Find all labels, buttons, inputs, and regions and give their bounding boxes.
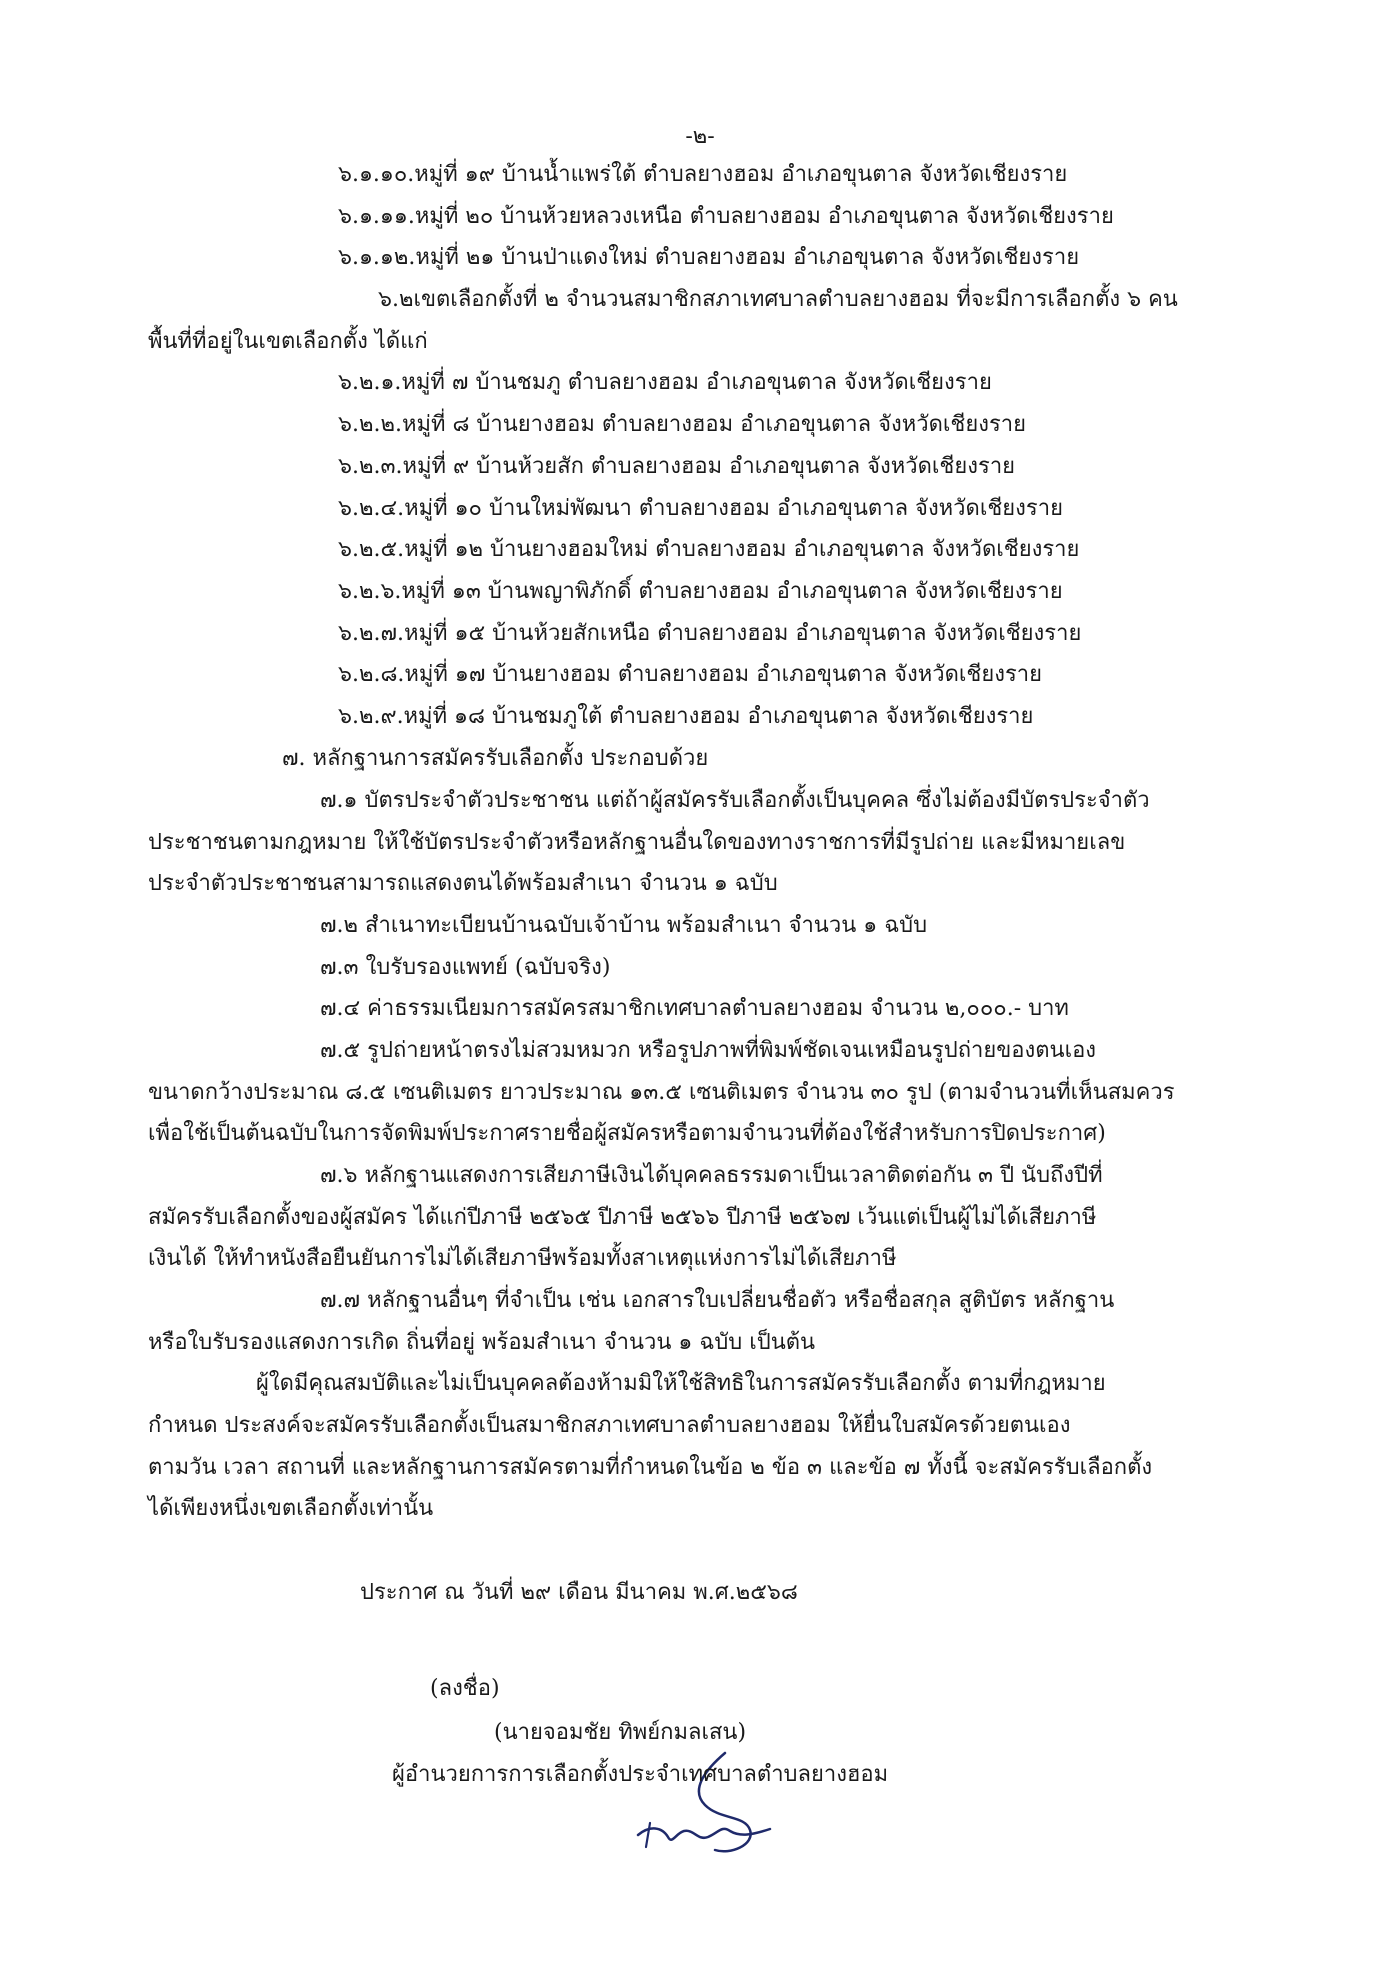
item7-1-line: ประชาชนตามกฎหมาย ให้ใช้บัตรประจำตัวหรือหลักฐานอื่นใดของทางราชการที่มีรูปถ่าย และมีหมายเลข xyxy=(148,830,1126,855)
sign-label: (ลงชื่อ) xyxy=(430,1676,500,1701)
item7-7-first-line: ๗.๗ หลักฐานอื่นๆ ที่จำเป็น เช่น เอกสารใบเปลี่ยนชื่อตัว หรือชื่อสกุล สูติบัตร หลักฐาน xyxy=(320,1288,1115,1313)
area2-village-line: ๖.๒.๙.หมู่ที่ ๑๘ บ้านชมภูใต้ ตำบลยางฮอม อำเภอขุนตาล จังหวัดเชียงราย xyxy=(338,704,1034,729)
item7-6-line: เงินได้ ให้ทำหนังสือยืนยันการไม่ได้เสียภาษีพร้อมทั้งสาเหตุแห่งการไม่ได้เสียภาษี xyxy=(148,1246,897,1271)
area2-village-line: ๖.๒.๖.หมู่ที่ ๑๓ บ้านพญาพิภักดิ์ ตำบลยางฮอม อำเภอขุนตาล จังหวัดเชียงราย xyxy=(338,579,1063,604)
area2-heading: ๖.๒เขตเลือกตั้งที่ ๒ จำนวนสมาชิกสภาเทศบาลตำบลยางฮอม ที่จะมีการเลือกตั้ง ๖ คน xyxy=(378,287,1178,312)
area2-village-line: ๖.๒.๒.หมู่ที่ ๘ บ้านยางฮอม ตำบลยางฮอม อำเภอขุนตาล จังหวัดเชียงราย xyxy=(338,412,1027,437)
page-number: -๒- xyxy=(685,124,715,149)
area2-heading-cont: พื้นที่ที่อยู่ในเขตเลือกตั้ง ได้แก่ xyxy=(148,329,428,354)
area2-village-line: ๖.๒.๔.หมู่ที่ ๑๐ บ้านใหม่พัฒนา ตำบลยางฮอม อำเภอขุนตาล จังหวัดเชียงราย xyxy=(338,496,1063,521)
announce-date: ประกาศ ณ วันที่ ๒๙ เดือน มีนาคม พ.ศ.๒๕๖๘ xyxy=(360,1580,798,1605)
area1-village-line: ๖.๑.๑๑.หมู่ที่ ๒๐ บ้านห้วยหลวงเหนือ ตำบลยางฮอม อำเภอขุนตาล จังหวัดเชียงราย xyxy=(338,204,1114,229)
area1-village-line: ๖.๑.๑๐.หมู่ที่ ๑๙ บ้านน้ำแพร่ใต้ ตำบลยางฮอม อำเภอขุนตาล จังหวัดเชียงราย xyxy=(338,162,1068,187)
area2-village-line: ๖.๒.๘.หมู่ที่ ๑๗ บ้านยางฮอม ตำบลยางฮอม อำเภอขุนตาล จังหวัดเชียงราย xyxy=(338,662,1043,687)
closing-line: ได้เพียงหนึ่งเขตเลือกตั้งเท่านั้น xyxy=(148,1496,434,1521)
item7-1-first-line: ๗.๑ บัตรประจำตัวประชาชน แต่ถ้าผู้สมัครรับเลือกตั้งเป็นบุคคล ซึ่งไม่ต้องมีบัตรประจำตัว xyxy=(320,788,1150,813)
area2-village-line: ๖.๒.๕.หมู่ที่ ๑๒ บ้านยางฮอมใหม่ ตำบลยางฮอม อำเภอขุนตาล จังหวัดเชียงราย xyxy=(338,537,1080,562)
area1-village-line: ๖.๑.๑๒.หมู่ที่ ๒๑ บ้านป่าแดงใหม่ ตำบลยางฮอม อำเภอขุนตาล จังหวัดเชียงราย xyxy=(338,245,1080,270)
item7-6-line: สมัครรับเลือกตั้งของผู้สมัคร ได้แก่ปีภาษี ๒๕๖๕ ปีภาษี ๒๕๖๖ ปีภาษี ๒๕๖๗ เว้นแต่เป็นผู้ไม่ได้เสียภาษี xyxy=(148,1205,1097,1230)
section7-heading: ๗. หลักฐานการสมัครรับเลือกตั้ง ประกอบด้วย xyxy=(282,746,709,771)
item7-3-line: ๗.๓ ใบรับรองแพทย์ (ฉบับจริง) xyxy=(320,955,611,980)
item7-4-line: ๗.๔ ค่าธรรมเนียมการสมัครสมาชิกเทศบาลตำบลยางฮอม จำนวน ๒,๐๐๐.- บาท xyxy=(320,996,1069,1021)
area2-village-line: ๖.๒.๗.หมู่ที่ ๑๕ บ้านห้วยสักเหนือ ตำบลยางฮอม อำเภอขุนตาล จังหวัดเชียงราย xyxy=(338,621,1082,646)
area2-village-line: ๖.๒.๑.หมู่ที่ ๗ บ้านชมภู ตำบลยางฮอม อำเภอขุนตาล จังหวัดเชียงราย xyxy=(338,370,992,395)
closing-first-line: ผู้ใดมีคุณสมบัติและไม่เป็นบุคคลต้องห้ามมิให้ใช้สิทธิในการสมัครรับเลือกตั้ง ตามที่กฎหมาย xyxy=(256,1371,1106,1396)
item7-7-line: หรือใบรับรองแสดงการเกิด ถิ่นที่อยู่ พร้อมสำเนา จำนวน ๑ ฉบับ เป็นต้น xyxy=(148,1330,816,1355)
closing-line: ตามวัน เวลา สถานที่ และหลักฐานการสมัครตามที่กำหนดในข้อ ๒ ข้อ ๓ และข้อ ๗ ทั้งนี้ จะสมัครรับเลือกตั้ง xyxy=(148,1455,1153,1480)
item7-6-first-line: ๗.๖ หลักฐานแสดงการเสียภาษีเงินได้บุคคลธรรมดาเป็นเวลาติดต่อกัน ๓ ปี นับถึงปีที่ xyxy=(320,1163,1103,1188)
item7-2-line: ๗.๒ สำเนาทะเบียนบ้านฉบับเจ้าบ้าน พร้อมสำเนา จำนวน ๑ ฉบับ xyxy=(320,913,928,938)
item7-1-line: ประจำตัวประชาชนสามารถแสดงตนได้พร้อมสำเนา จำนวน ๑ ฉบับ xyxy=(148,871,778,896)
closing-line: กำหนด ประสงค์จะสมัครรับเลือกตั้งเป็นสมาชิกสภาเทศบาลตำบลยางฮอม ให้ยื่นใบสมัครด้วยตนเอง xyxy=(148,1413,1071,1438)
item7-5-line: เพื่อใช้เป็นต้นฉบับในการจัดพิมพ์ประกาศรายชื่อผู้สมัครหรือตามจำนวนที่ต้องใช้สำหรับการปิดประกาศ) xyxy=(148,1121,1106,1146)
item7-5-first-line: ๗.๕ รูปถ่ายหน้าตรงไม่สวมหมวก หรือรูปภาพที่พิมพ์ชัดเจนเหมือนรูปถ่ายของตนเอง xyxy=(320,1038,1097,1063)
item7-5-line: ขนาดกว้างประมาณ ๘.๕ เซนติเมตร ยาวประมาณ ๑๓.๕ เซนติเมตร จำนวน ๓๐ รูป (ตามจำนวนที่เห็นสมควร xyxy=(148,1080,1175,1105)
area2-village-line: ๖.๒.๓.หมู่ที่ ๙ บ้านห้วยสัก ตำบลยางฮอม อำเภอขุนตาล จังหวัดเชียงราย xyxy=(338,454,1016,479)
signer-name: (นายจอมชัย ทิพย์กมลเสน) xyxy=(494,1720,747,1745)
signer-position: ผู้อำนวยการการเลือกตั้งประจำเทศบาลตำบลยางฮอม xyxy=(392,1762,889,1787)
